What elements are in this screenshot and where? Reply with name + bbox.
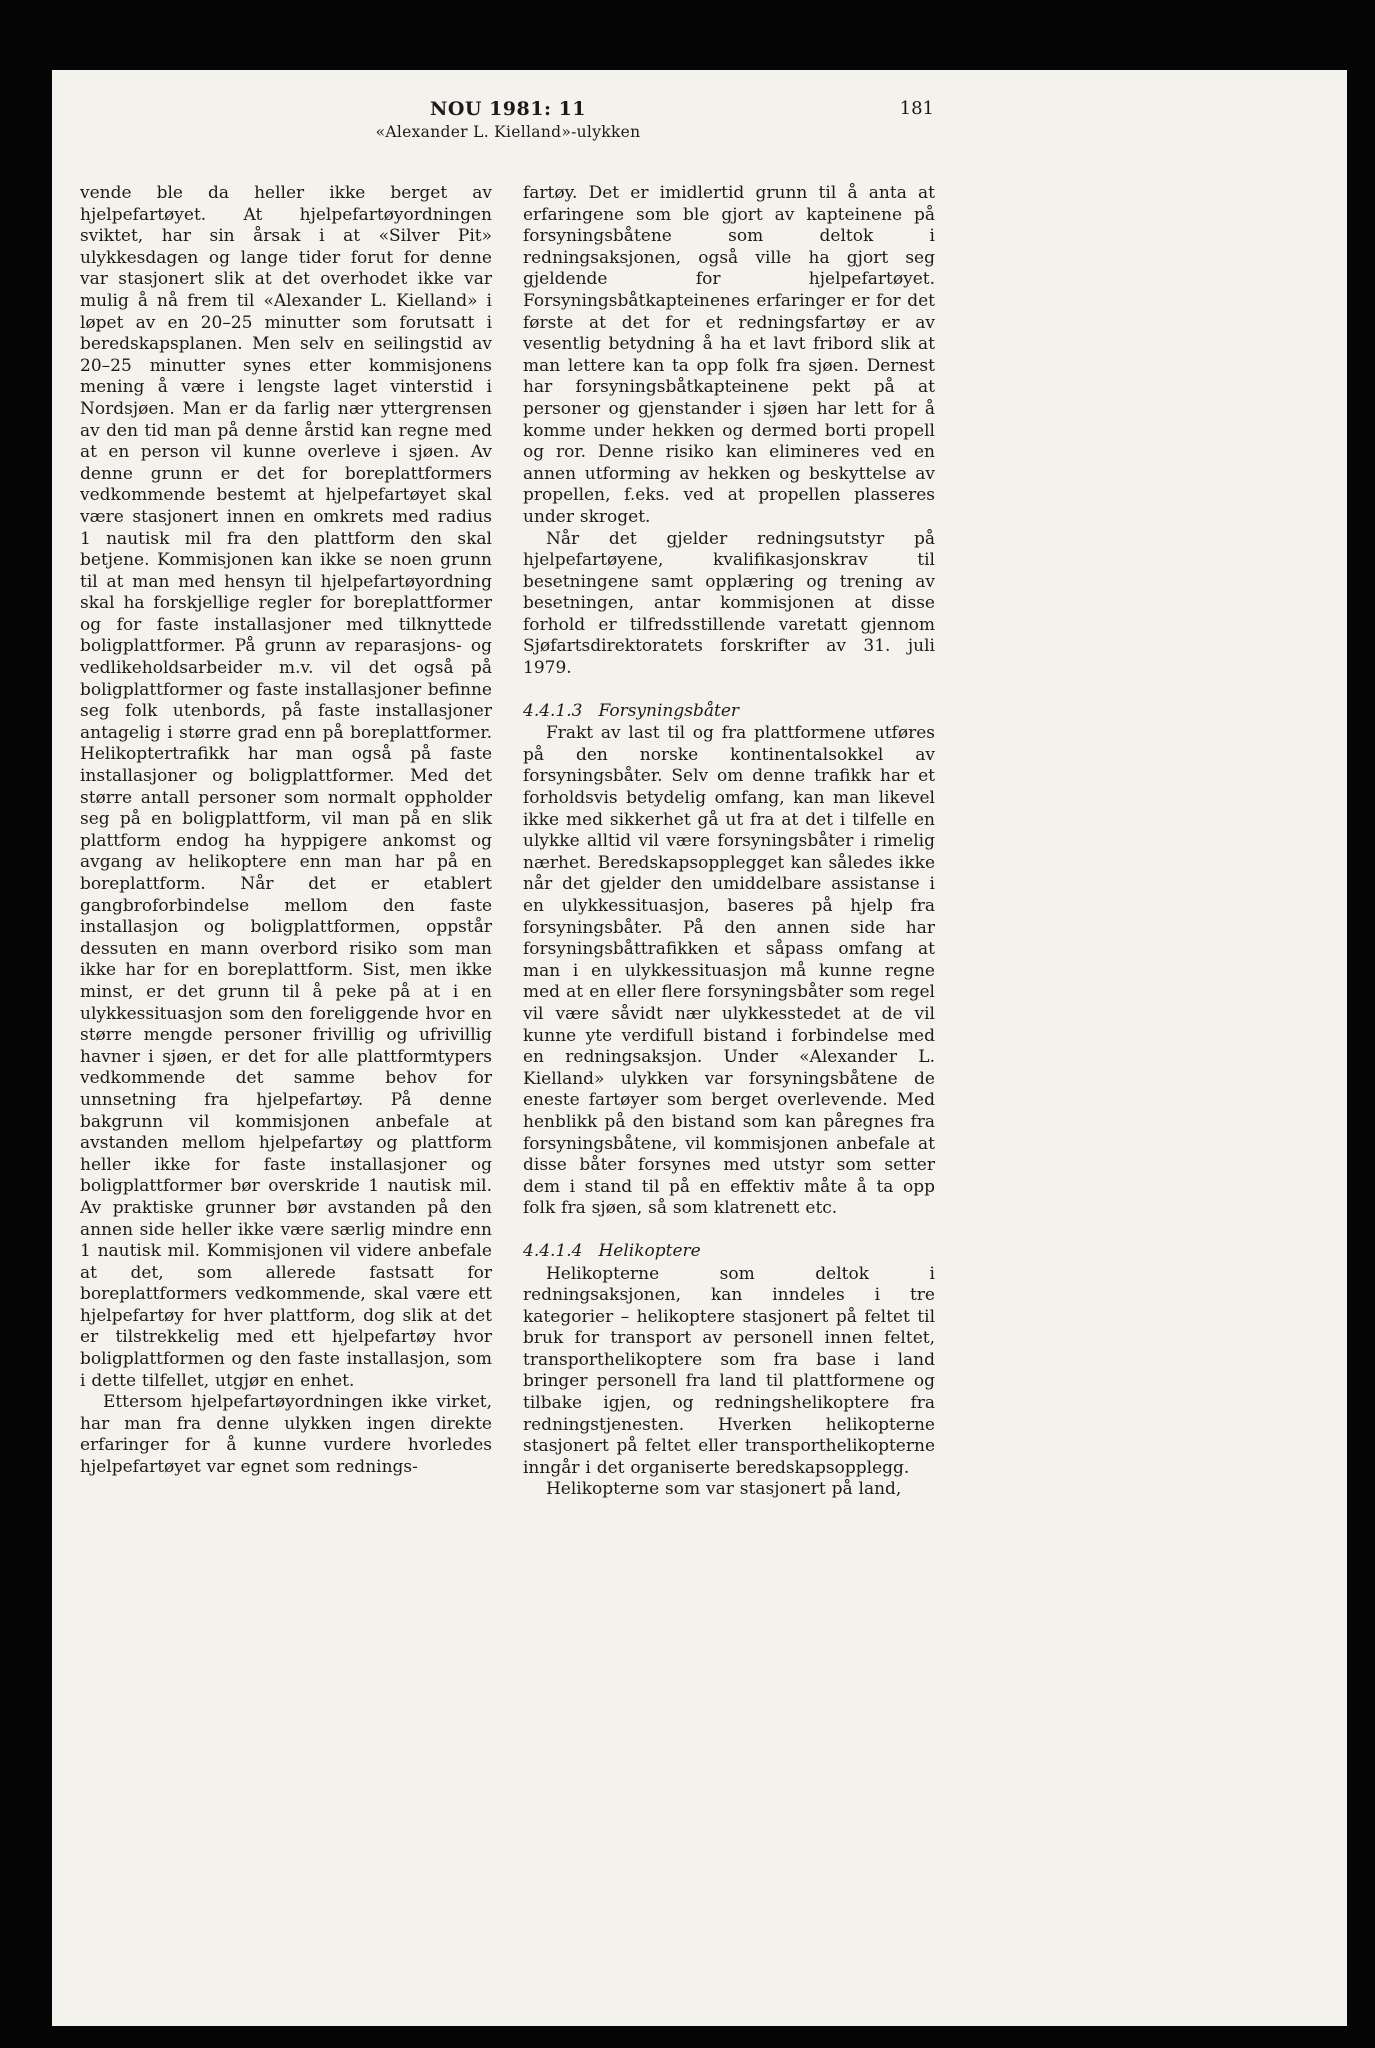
paragraph-continued-from-left-column: fartøy. Det er imidlertid grunn til å anta at erfaringene som ble gjort av kapteinene på forsyningsbåtene som deltok i redningsaksjonen, også ville ha gjort seg gjeldende for hjelpefartøyet. Forsyningsbåtkapteinenes erfaringer er for det første at det for et redningsfartøy er av vesentlig betydning å ha et lavt fribord slik at man lettere kan ta opp folk fra sjøen. Dernest har forsyningsbåtkapteinene pekt på at personer og gjenstander i sjøen har lett for å komme under hekken og dermed borti propell og ror. Denne risiko kan elimineres ved en annen utforming av hekken og beskyttelse av propellen, f.eks. ved at propellen plasseres under skroget. — [523, 183, 935, 527]
paragraph: Helikopterne som var stasjonert på land, — [545, 1479, 902, 1500]
two-column-text — [80, 183, 936, 1501]
section-heading-forsyningsbater — [523, 701, 935, 723]
section-title: Forsyningsbåter — [598, 700, 740, 721]
paragraph: Når det gjelder redningsutstyr på hjelpefartøyene, kvalifikasjonskrav til besetningene samt opplæring og trening av besetningen, antar kommisjonen at disse forhold er tilfredsstillende varetatt gjennom Sjøfartsdirektoratets forskrifter av 31. juli 1979. — [523, 528, 935, 679]
page-header — [80, 98, 936, 141]
paragraph-continued-from-previous-page: vende ble da heller ikke berget av hjelpefartøyet. At hjelpefartøyordningen sviktet, har sin årsak i at «Silver Pit» ulykkesdagen og lange tider forut for denne var stasjonert slik at det overhodet ikke var mulig å nå frem til «Alexander L. Kielland» i løpet av en 20–25 minutter som forutsatt i beredskapsplanen. Men selv en seilingstid av 20–25 minutter synes etter kommisjonens mening å være i lengste laget vinterstid i Nordsjøen. Man er da farlig nær yttergrensen av den tid man på denne årstid kan regne med at en person vil kunne overleve i sjøen. Av denne grunn er det for boreplattformers vedkommende bestemt at hjelpefartøyet skal være stasjonert innen en omkrets med radius 1 nautisk mil fra den plattform den skal betjene. Kommisjonen kan ikke se noen grunn til at man med hensyn til hjelpefartøyordning skal ha forskjellige regler for boreplattformer og for faste installasjoner med tilknyttede boligplattformer. På grunn av reparasjons- og vedlikeholdsarbeider m.v. vil det også på boligplattformer og faste installasjoner befinne seg folk utenbords, på faste installasjoner antagelig i større grad enn på boreplattformer. Helikoptertrafikk har man også på faste installasjoner og boligplattformer. Med det større antall personer som normalt oppholder seg på en boligplattform, vil man på en slik plattform endog ha hyppigere ankomst og avgang av helikoptere enn man har på en boreplattform. Når det er etablert gangbroforbindelse mellom den faste installasjon og boligplattformen, oppstår dessuten en mann overbord risiko som man ikke har for en boreplattform. Sist, men ikke minst, er det grunn til å peke på at i en ulykkessituasjon som den foreliggende hvor en større mengde personer frivillig og ufrivillig havner i sjøen, er det for alle plattformtypers vedkommende det samme behov for unnsetning fra hjelpefartøy. På denne bakgrunn vil kommisjonen anbefale at avstanden mellom hjelpefartøy og plattform heller ikke for faste installasjoner og boligplattformer bør overskride 1 nautisk mil. Av praktiske grunner bør avstanden på den annen side heller ikke være særlig mindre enn 1 nautisk mil. Kommisjonen vil videre anbefale at det, som allerede fastsatt for boreplattformers vedkommende, skal være ett hjelpefartøy for hver plattform, dog slik at det er tilstrekkelig med ett hjelpefartøy hvor boligplattformen og den faste installasjon, som i dette tilfellet, utgjør en enhet. — [80, 183, 492, 1391]
document-title: NOU 1981: 11 — [429, 98, 587, 120]
paragraph: Frakt av last til og fra plattformene utføres på den norske kontinentalsokkel av forsyningsbåter. Selv om denne trafikk har et forholdsvis betydelig omfang, kan man likevel ikke med sikkerhet gå ut fra at det i tilfelle en ulykke alltid vil være forsyningsbåter i rimelig nærhet. Beredskapsopplegget kan således ikke når det gjelder den umiddelbare assistanse i en ulykkessituasjon, baseres på hjelp fra forsyningsbåter. På den annen side har forsyningsbåttrafikken et såpass omfang at man i en ulykkessituasjon må kunne regne med at en eller flere forsyningsbåter som regel vil være såvidt nær ulykkesstedet at de vil kunne yte verdifull bistand i forbindelse med en redningsaksjon. Under «Alexander L. Kielland» ulykken var forsyningsbåtene de eneste fartøyer som berget overlevende. Med henblikk på den bistand som kan påregnes fra forsyningsbåtene, vil kommisjonen anbefale at disse båter forsynes med utstyr som setter dem i stand til på en effektiv måte å ta opp folk fra sjøen, så som klatrenett etc. — [523, 723, 935, 1219]
document-page — [52, 70, 1347, 2026]
paragraph: Ettersom hjelpefartøyordningen ikke virket, har man fra denne ulykken ingen direkte erfaringer for å kunne vurdere hvorledes hjelpefartøyet var egnet som rednings- — [80, 1392, 492, 1478]
section-number: 4.4.1.4 — [523, 1240, 583, 1261]
section-number: 4.4.1.3 — [523, 700, 583, 721]
section-title: Helikoptere — [598, 1240, 701, 1261]
document-subtitle: «Alexander L. Kielland»-ulykken — [375, 123, 641, 141]
paragraph: Helikopterne som deltok i redningsaksjonen, kan inndeles i tre kategorier – helikoptere stasjonert på feltet til bruk for transport av personell innen feltet, transporthelikoptere som fra base i land bringer personell fra land til plattformene og tilbake igjen, og redningshelikoptere fra redningstjenesten. Hverken helikopterne stasjonert på feltet eller transporthelikopterne inngår i det organiserte beredskapsopplegg. — [523, 1263, 935, 1478]
page-content — [80, 70, 936, 1501]
left-column — [80, 183, 492, 1501]
page-number: 181 — [899, 98, 934, 119]
right-column — [523, 183, 935, 1501]
section-heading-helikoptere — [523, 1241, 935, 1263]
